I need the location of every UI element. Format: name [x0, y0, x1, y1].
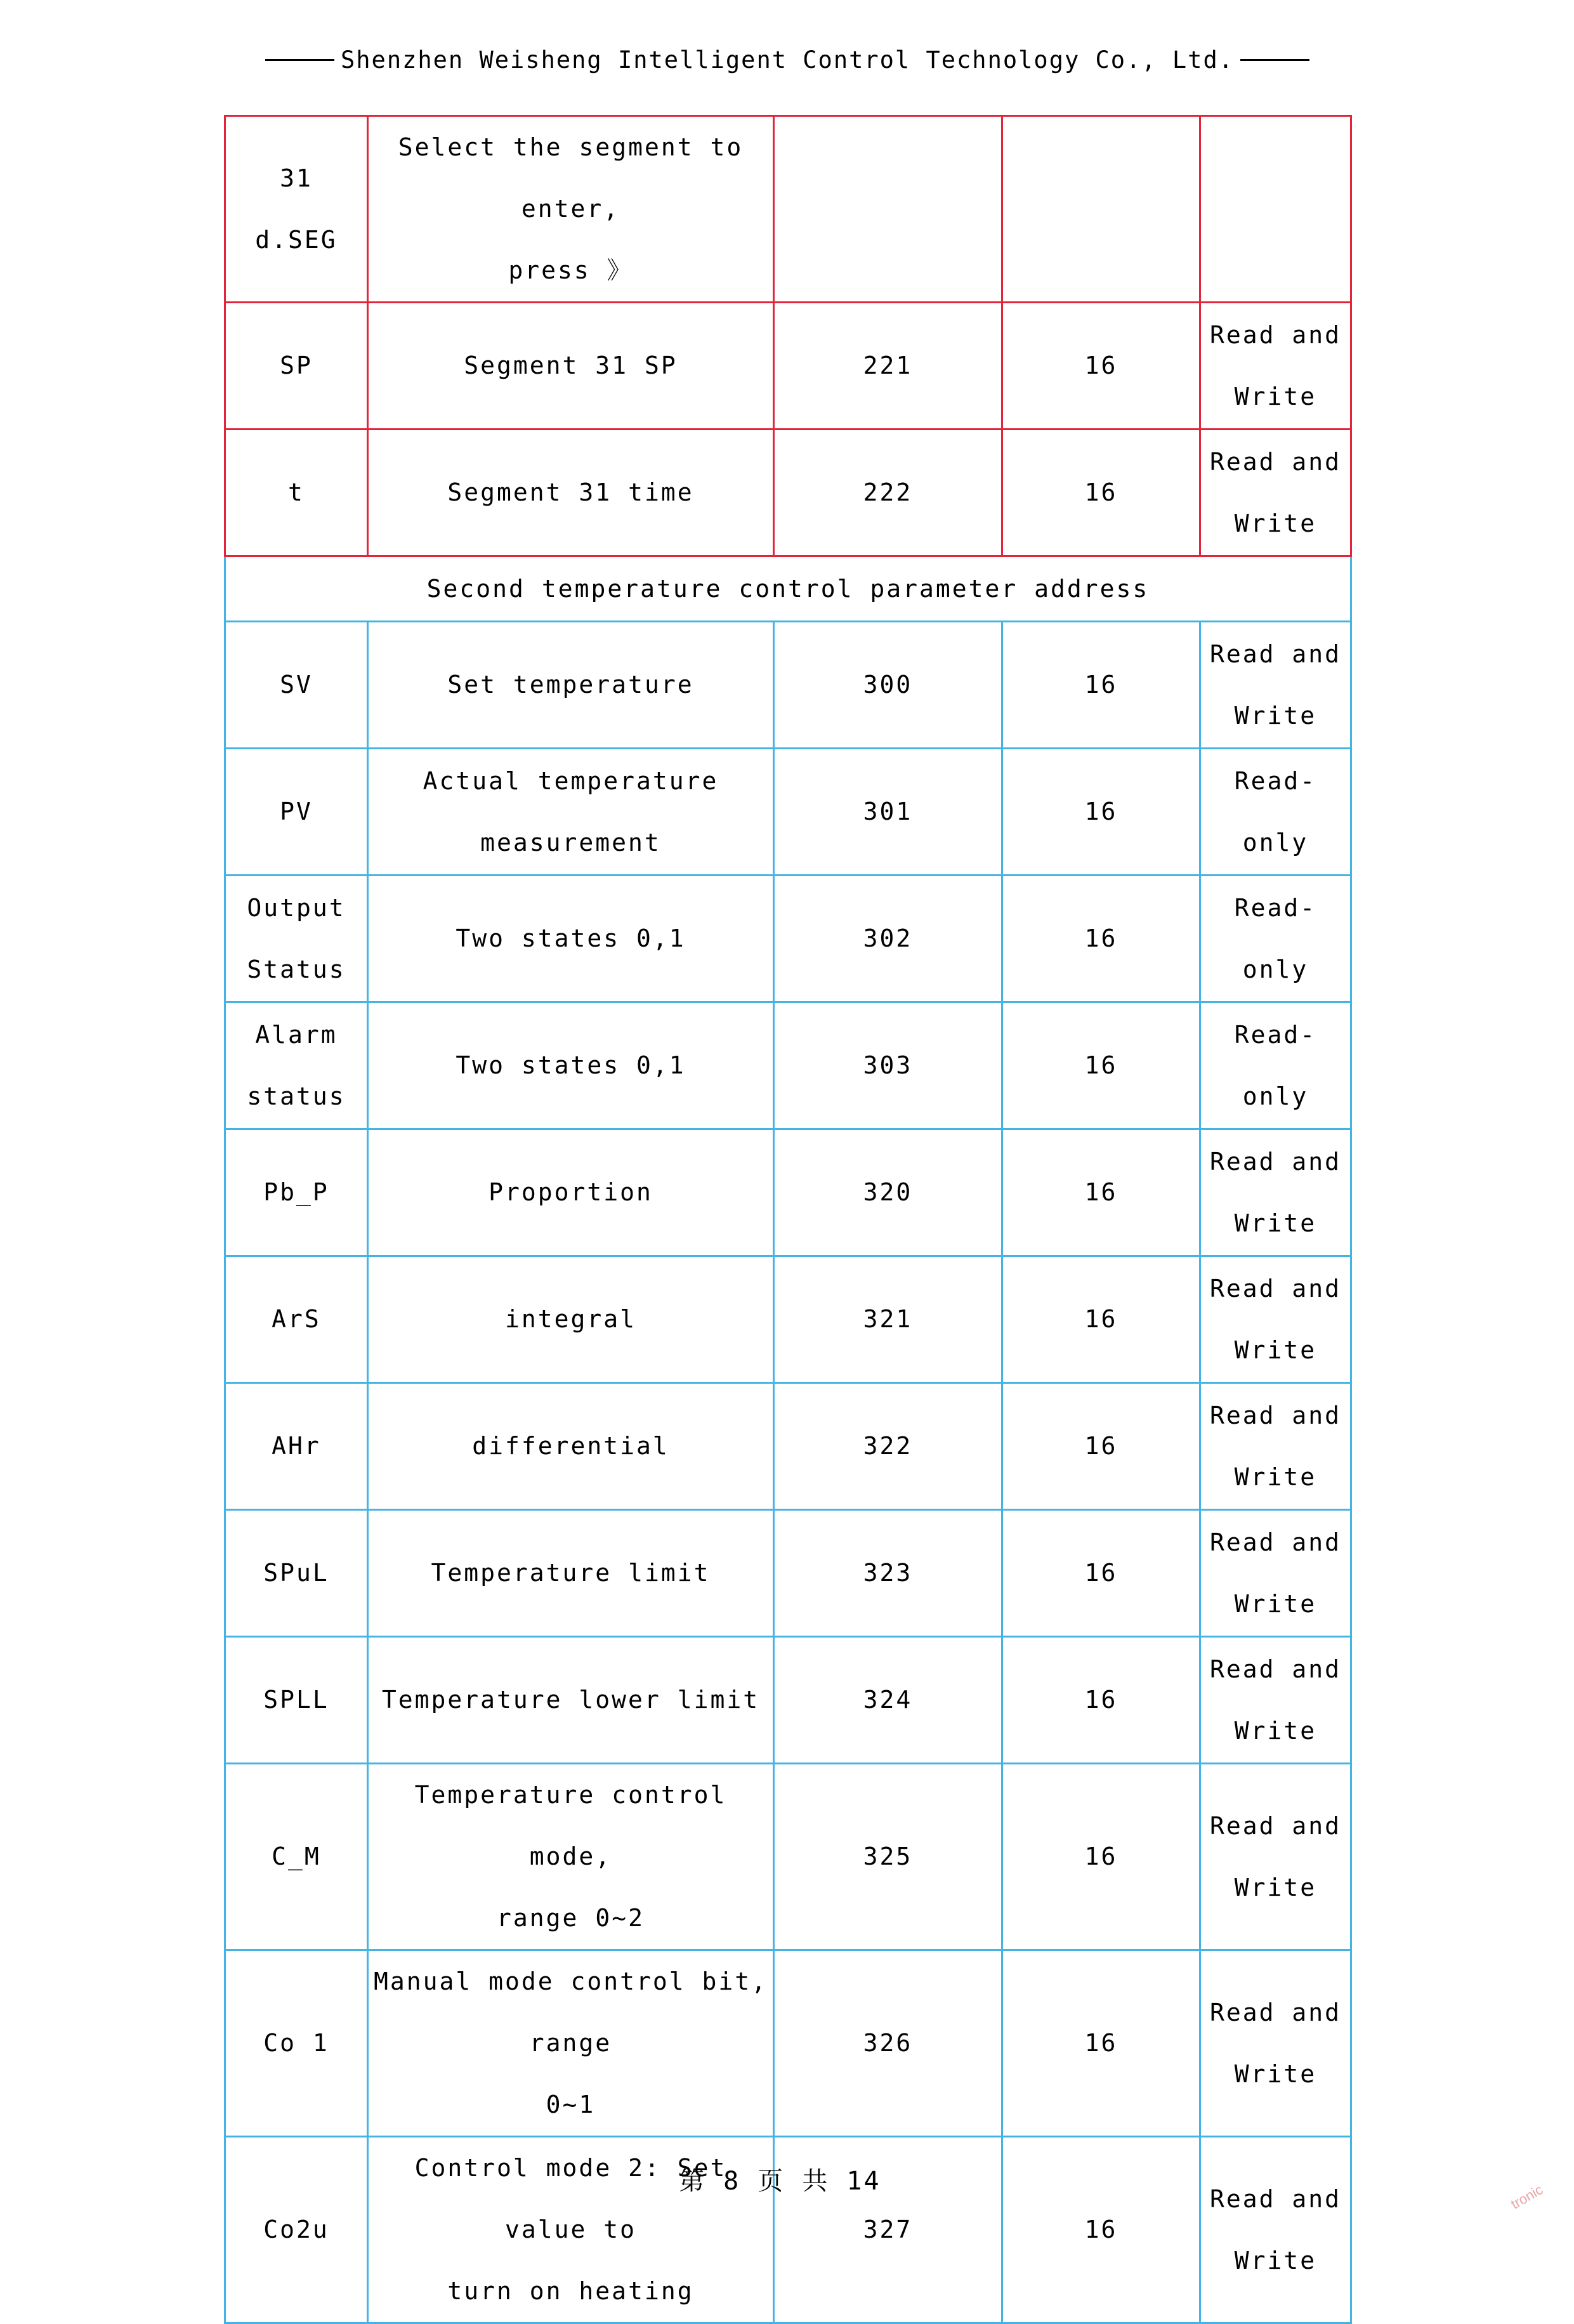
access-cell: Read and Write	[1200, 430, 1351, 556]
access-cell	[1200, 116, 1351, 303]
address-cell: 323	[774, 1510, 1002, 1637]
bits-cell: 16	[1002, 876, 1200, 1002]
company-name: Shenzhen Weisheng Intelligent Control Technology Co., Ltd.	[341, 46, 1235, 74]
bits-cell: 16	[1002, 1510, 1200, 1637]
description-cell: differential	[368, 1383, 774, 1510]
bits-cell: 16	[1002, 749, 1200, 876]
table-row	[225, 1383, 1351, 1510]
description-cell: Two states 0,1	[368, 1002, 774, 1129]
address-cell: 326	[774, 1950, 1002, 2137]
bits-cell: 16	[1002, 1002, 1200, 1129]
description-cell: Segment 31 time	[368, 430, 774, 556]
table-row	[225, 622, 1351, 749]
bits-cell: 16	[1002, 430, 1200, 556]
table-row	[225, 430, 1351, 556]
address-cell: 222	[774, 430, 1002, 556]
description-cell: Two states 0,1	[368, 876, 774, 1002]
address-cell: 321	[774, 1256, 1002, 1383]
access-cell: Read and Write	[1200, 1510, 1351, 1637]
bits-cell: 16	[1002, 2137, 1200, 2323]
description-cell: Actual temperature measurement	[368, 749, 774, 876]
header-rule-right	[1240, 59, 1309, 61]
param-name-cell: t	[225, 430, 368, 556]
address-cell: 301	[774, 749, 1002, 876]
table-row	[225, 116, 1351, 303]
description-cell: Set temperature	[368, 622, 774, 749]
description-cell: Manual mode control bit, range 0~1	[368, 1950, 774, 2137]
description-cell: Temperature limit	[368, 1510, 774, 1637]
param-name-cell: SPLL	[225, 1637, 368, 1764]
description-cell: integral	[368, 1256, 774, 1383]
access-cell: Read-only	[1200, 1002, 1351, 1129]
param-name-cell: Pb_P	[225, 1129, 368, 1256]
address-cell: 302	[774, 876, 1002, 1002]
param-name-cell: SPuL	[225, 1510, 368, 1637]
table-row	[225, 1256, 1351, 1383]
watermark-logo: tronic	[1508, 2181, 1546, 2212]
access-cell: Read and Write	[1200, 1637, 1351, 1764]
access-cell: Read and Write	[1200, 303, 1351, 430]
description-cell: Select the segment to enter, press 》	[368, 116, 774, 303]
access-cell: Read-only	[1200, 876, 1351, 1002]
address-cell: 325	[774, 1764, 1002, 1950]
address-cell: 303	[774, 1002, 1002, 1129]
address-cell: 320	[774, 1129, 1002, 1256]
table-row	[225, 1129, 1351, 1256]
bits-cell: 16	[1002, 1637, 1200, 1764]
param-name-cell: AHr	[225, 1383, 368, 1510]
access-cell: Read and Write	[1200, 1129, 1351, 1256]
table-row	[225, 1950, 1351, 2137]
table-row	[225, 1764, 1351, 1950]
bits-cell: 16	[1002, 1129, 1200, 1256]
access-cell: Read and Write	[1200, 622, 1351, 749]
param-name-cell: C_M	[225, 1764, 368, 1950]
access-cell: Read and Write	[1200, 1764, 1351, 1950]
param-name-cell: Alarm status	[225, 1002, 368, 1129]
param-name-cell: Co 1	[225, 1950, 368, 2137]
access-cell: Read and Write	[1200, 2137, 1351, 2323]
section-row	[225, 556, 1351, 622]
param-name-cell: SV	[225, 622, 368, 749]
param-name-cell: PV	[225, 749, 368, 876]
address-cell: 327	[774, 2137, 1002, 2323]
access-cell: Read and Write	[1200, 1950, 1351, 2137]
param-name-cell: Co2u	[225, 2137, 368, 2323]
address-cell	[774, 116, 1002, 303]
param-name-cell: ArS	[225, 1256, 368, 1383]
bits-cell: 16	[1002, 1256, 1200, 1383]
table-row	[225, 1637, 1351, 1764]
header-rule-left	[265, 59, 334, 61]
description-cell: Segment 31 SP	[368, 303, 774, 430]
description-cell: Proportion	[368, 1129, 774, 1256]
bits-cell: 16	[1002, 303, 1200, 430]
access-cell: Read and Write	[1200, 1383, 1351, 1510]
access-cell: Read-only	[1200, 749, 1351, 876]
table-row	[225, 749, 1351, 876]
description-cell: Temperature control mode, range 0~2	[368, 1764, 774, 1950]
description-cell: Temperature lower limit	[368, 1637, 774, 1764]
bits-cell: 16	[1002, 622, 1200, 749]
table-row	[225, 1510, 1351, 1637]
param-name-cell: 31 d.SEG	[225, 116, 368, 303]
address-cell: 324	[774, 1637, 1002, 1764]
address-cell: 221	[774, 303, 1002, 430]
bits-cell: 16	[1002, 1383, 1200, 1510]
description-cell: Control mode 2: Set value to turn on heating	[368, 2137, 774, 2323]
table-row	[225, 876, 1351, 1002]
section-title: Second temperature control parameter address	[225, 556, 1351, 622]
bits-cell	[1002, 116, 1200, 303]
page-header	[265, 42, 1309, 77]
page-number: 第 8 页 共 14	[679, 2167, 881, 2196]
bits-cell: 16	[1002, 1950, 1200, 2137]
param-name-cell: Output Status	[225, 876, 368, 1002]
address-cell: 300	[774, 622, 1002, 749]
address-cell: 322	[774, 1383, 1002, 1510]
bits-cell: 16	[1002, 1764, 1200, 1950]
table-row	[225, 303, 1351, 430]
access-cell: Read and Write	[1200, 1256, 1351, 1383]
param-name-cell: SP	[225, 303, 368, 430]
register-table	[224, 115, 1352, 2324]
table-row	[225, 1002, 1351, 1129]
